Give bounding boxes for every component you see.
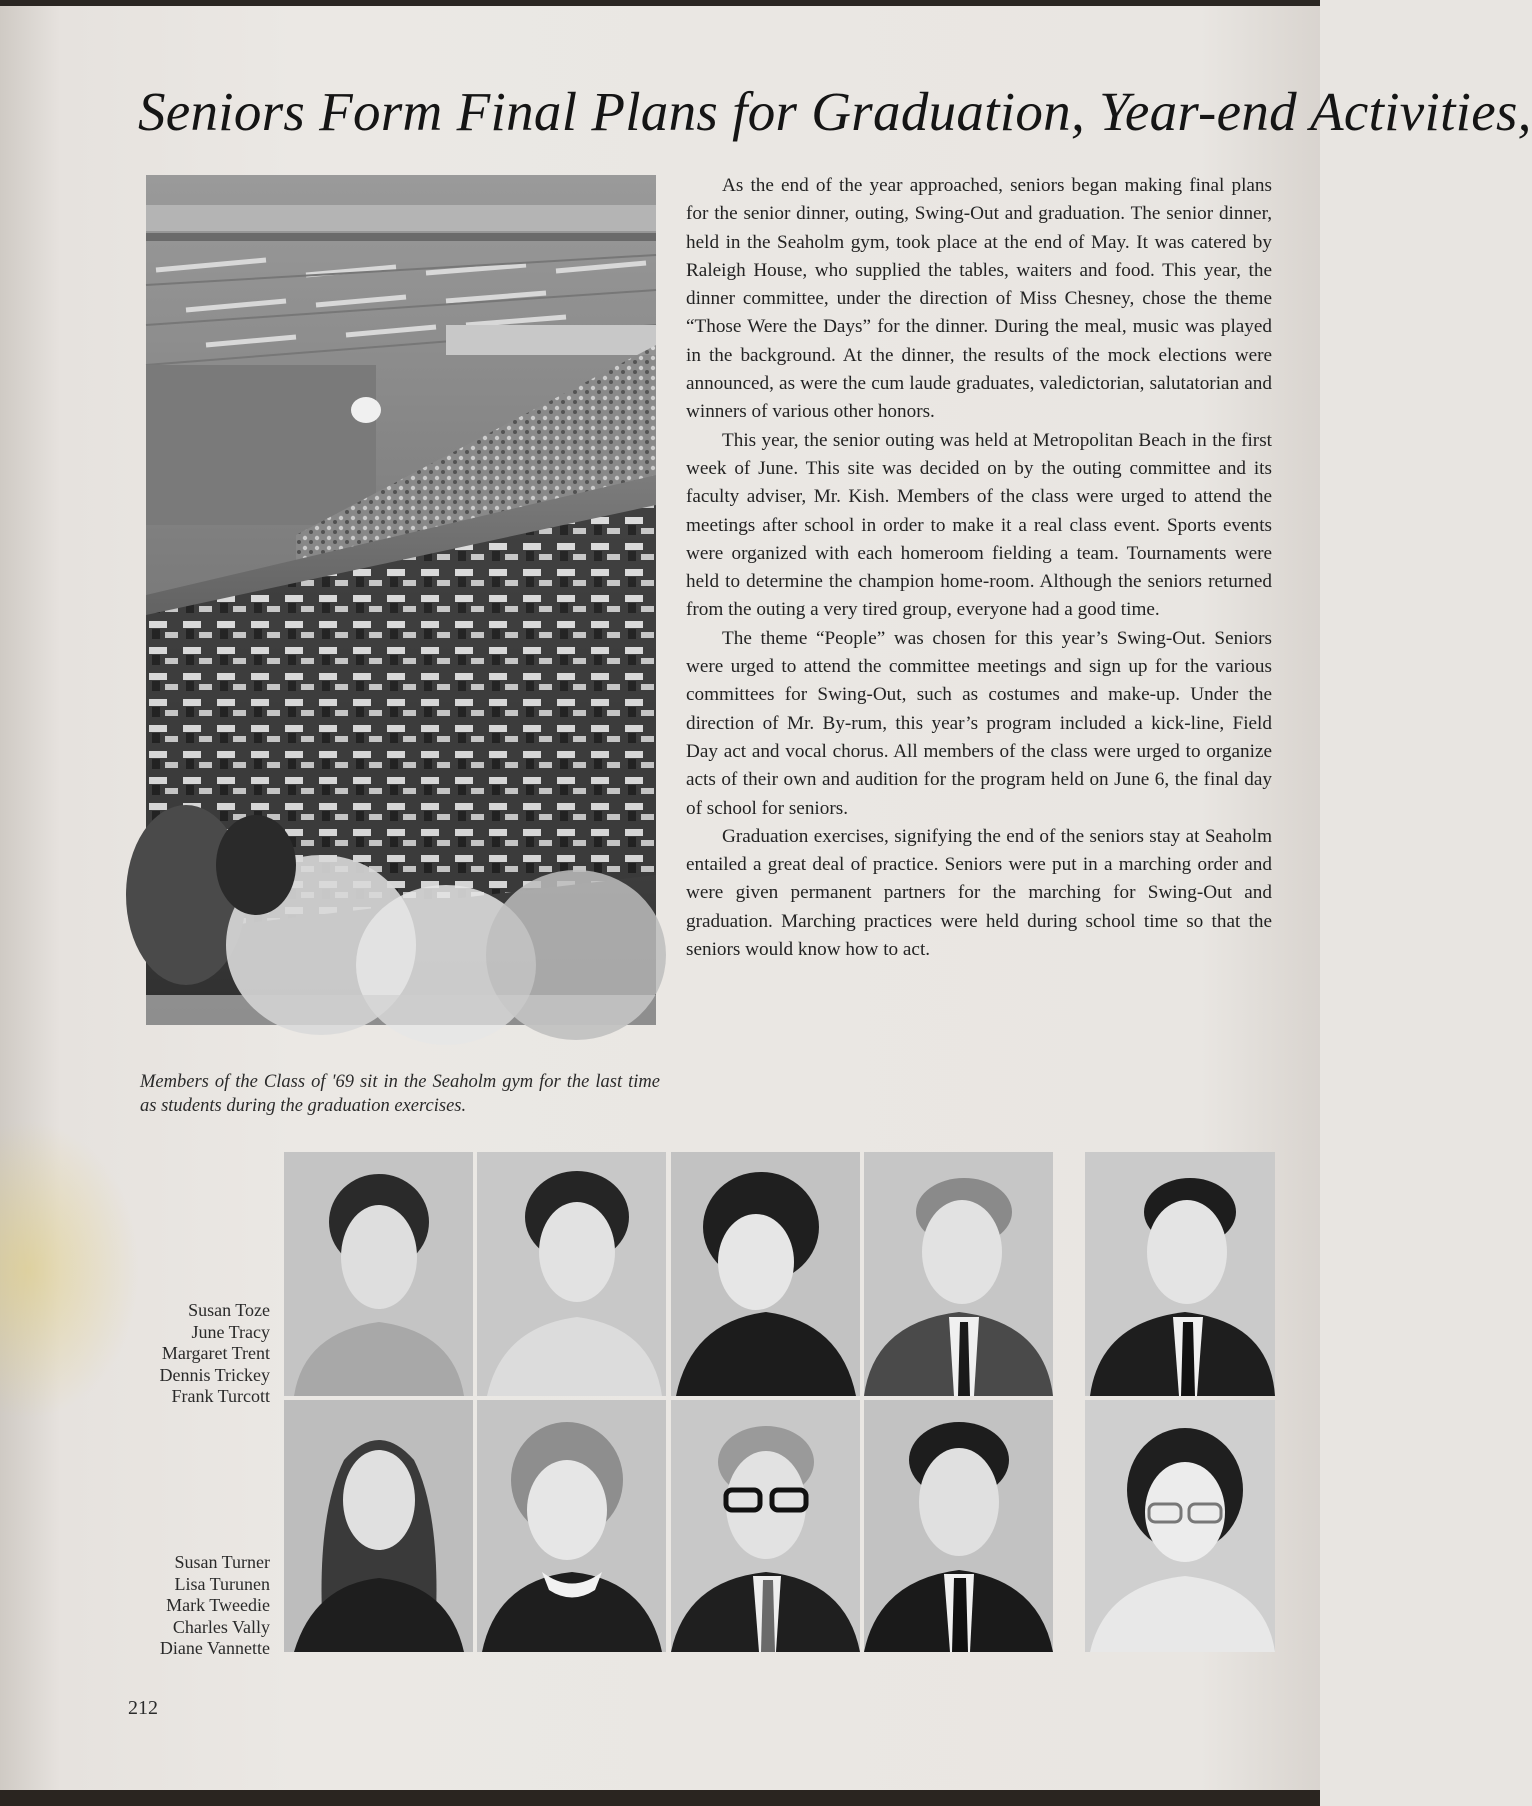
- article-body: [686, 172, 1272, 964]
- portrait-photo: [671, 1152, 860, 1396]
- scan-top-edge: [0, 0, 1320, 6]
- student-name: June Tracy: [191, 1321, 270, 1342]
- student-name: Dennis Trickey: [159, 1364, 270, 1385]
- graduation-crowd-image: [146, 175, 656, 1025]
- portrait-photo: [1085, 1152, 1275, 1396]
- student-name: Susan Toze: [188, 1300, 270, 1320]
- student-name: Susan Turner: [174, 1552, 270, 1572]
- article-paragraph: The theme “People” was chosen for this year’s Swing-Out. Seniors were urged to attend the committee meetings and sign up for the various committees for Swing-Out, such as costumes and make-up. Under the direction of Mr. By-rum, this year’s program included a kick-line, Field Day act and vocal chorus. All members of the class were urged to organize acts of their own and audition for the program held on June 6, the final day of school for seniors.: [686, 627, 1272, 819]
- student-name: Margaret Trent: [161, 1343, 270, 1363]
- portrait-photo: [284, 1400, 473, 1652]
- portrait-names-row-1: [130, 1300, 270, 1408]
- light-glare: [0, 1120, 140, 1420]
- page-title: Seniors Form Final Plans for Graduation, Year-end Activities,: [138, 81, 1532, 142]
- portrait-names-row-2: [130, 1552, 270, 1660]
- student-name: Diane Vannette: [159, 1638, 270, 1658]
- student-name: Frank Turcott: [171, 1386, 270, 1406]
- page-number: 212: [128, 1697, 158, 1719]
- portrait-photo: [477, 1152, 666, 1396]
- student-name: Mark Tweedie: [166, 1595, 270, 1615]
- portrait-photo: [864, 1152, 1053, 1396]
- scan-bottom-edge: [0, 1790, 1320, 1806]
- graduation-photo: [146, 175, 656, 1025]
- portrait-photo: [284, 1152, 473, 1396]
- student-name: Charles Vally: [172, 1616, 270, 1637]
- student-name: Lisa Turunen: [174, 1573, 270, 1594]
- article-paragraph: This year, the senior outing was held at Metropolitan Beach in the first week of June. This site was decided on by the outing committee and its faculty adviser, Mr. Kish. Members of the class were urged to attend the meetings after school in order to make it a real class event. Sports events were organized with each homeroom fielding a team. Tournaments were held to determine the champion home-room. Although the seniors returned from the outing a very tired group, everyone had a good time.: [686, 429, 1272, 621]
- portrait-photo: [671, 1400, 860, 1652]
- portrait-photo: [864, 1400, 1053, 1652]
- article-paragraph: Graduation exercises, signifying the end of the seniors stay at Seaholm entailed a great deal of practice. Seniors were put in a marching order and were given permanent partners for the marching for Swing-Out and graduation. Marching practices were held during school time so that the seniors would know how to act.: [686, 825, 1272, 961]
- photo-caption: Members of the Class of '69 sit in the Seaholm gym for the last time as students during the graduation exercises.: [140, 1072, 660, 1116]
- portrait-photo: [1085, 1400, 1275, 1652]
- article-paragraph: As the end of the year approached, seniors began making final plans for the senior dinner, outing, Swing-Out and graduation. The senior dinner, held in the Seaholm gym, took place at the end of May. It was catered by Raleigh House, who supplied the tables, waiters and food. This year, the dinner committee, under the direction of Miss Chesney, chose the theme “Those Were the Days” for the dinner. During the meal, music was played in the background. At the dinner, the results of the mock elections were announced, as were the cum laude graduates, valedictorian, salutatorian and winners of various other honors.: [686, 175, 1272, 423]
- portrait-photo: [477, 1400, 666, 1652]
